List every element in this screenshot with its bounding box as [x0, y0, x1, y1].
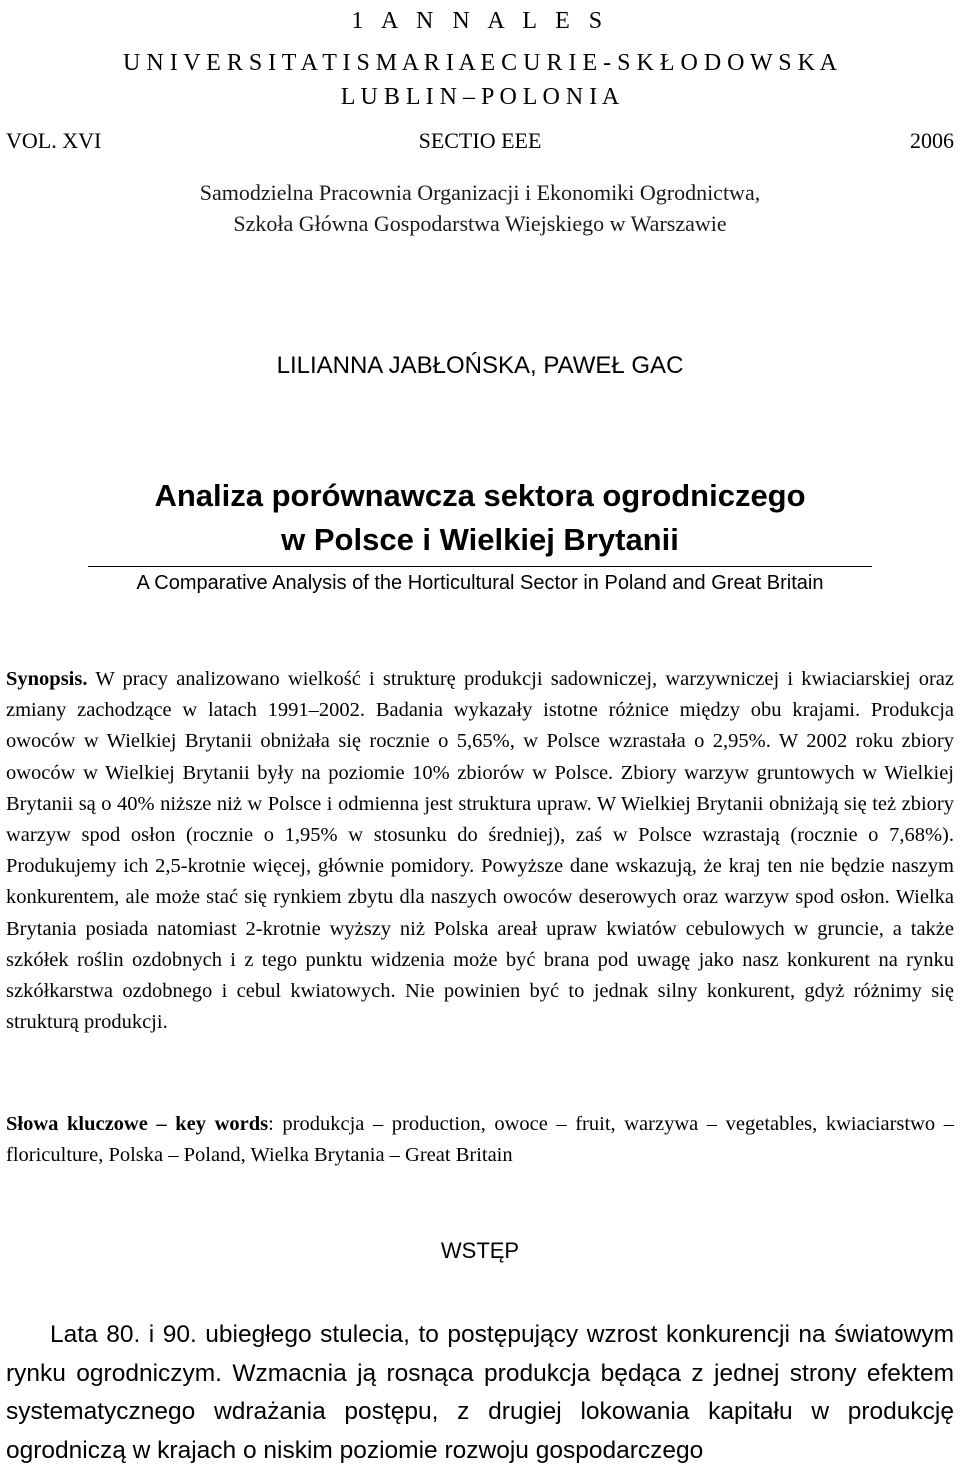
keywords-label: Słowa kluczowe – key words: [6, 1113, 269, 1135]
keywords-block: [6, 1109, 954, 1171]
publication-year: 2006: [910, 128, 954, 153]
english-title: A Comparative Analysis of the Horticultural Sector in Poland and Great Britain: [136, 572, 824, 594]
title-rule: [88, 566, 872, 567]
section-label: SECTIO EEE: [418, 128, 542, 153]
synopsis-label: Synopsis.: [6, 668, 88, 690]
title-line-2: w Polsce i Wielkiej Brytanii: [281, 522, 679, 557]
synopsis-block: [6, 664, 954, 1038]
authors: LILIANNA JABŁOŃSKA, PAWEŁ GAC: [276, 352, 684, 379]
synopsis-text: W pracy analizowano wielkość i strukturę produkcji sadowniczej, warzywniczej i kwiaciarskiej oraz zmiany zachodzące w latach 1991–2002. Badania wykazały istotne różnice między obu krajami. Produkcja owoców w Wielkiej Brytanii obniżała się rocznie o 5,65%, w Polsce wzrastała o 2,95%. W 2002 roku zbiory owoców w Wielkiej Brytanii były na poziomie 10% zbiorów w Polsce. Zbiory warzyw gruntowych w Wielkiej Brytanii są o 40% niższe niż w Polsce i odmienna jest struktura upraw. W Wielkiej Brytanii obniżają się też zbiory warzyw spod osłon (rocznie o 1,95% w stosunku do średniej), zaś w Polsce wzrastają (rocznie o 7,68%). Produkujemy ich 2,5-krotnie więcej, głównie pomidory. Powyższe dane wskazują, że kraj ten nie będzie naszym konkurentem, ale może stać się rynkiem zbytu dla naszych owoców deserowych oraz warzyw spod osłon. Wielka Brytania posiada natomiast 2-krotnie wyższy niż Polska areał upraw kwiatów cebulowych w gruncie, a także szkółek roślin ozdobnych i z tego punktu widzenia może być brana pod uwagę jako nasz konkurent na rynku szkółkarstwa ozdobnego i cebul kwiatowych. Nie powinien być to jednak silny konkurent, gdyż różnimy się strukturą produkcji.: [6, 668, 954, 1034]
keywords-text: : produkcja – production, owoce – fruit, warzywa – vegetables, kwiaciarstwo – floriculture, Polska – Poland, Wielka Brytania – Great Britain: [6, 1113, 954, 1167]
section-heading: WSTĘP: [440, 1238, 520, 1263]
journal-name: 1 A N N A L E S: [351, 8, 609, 34]
affiliation-line-1: Samodzielna Pracownia Organizacji i Ekonomiki Ogrodnictwa,: [199, 180, 761, 205]
intro-paragraph: Lata 80. i 90. ubiegłego stulecia, to postępujący wzrost konkurencji na światowym rynku ogrodniczym. Wzmacnia ją rosnąca produkcja będąca z jednej strony efektem systematycznego wdrażania postępu, z drugiej lokowania kapitału w produkcję ogrodniczą w krajach o niskim poziomie rozwoju gospodarczego: [6, 1321, 954, 1464]
title-line-1: Analiza porównawcza sektora ogrodniczego: [154, 478, 806, 513]
intro-paragraph-block: [6, 1316, 954, 1470]
university-name: U N I V E R S I T A T I S M A R I A E C U R I E - S K Ł O D O W S K A: [123, 50, 837, 76]
affiliation-line-2: Szkoła Główna Gospodarstwa Wiejskiego w Warszawie: [233, 211, 727, 236]
city-country: L U B L I N – P O L O N I A: [340, 84, 620, 110]
volume-number: VOL. XVI: [6, 128, 102, 153]
